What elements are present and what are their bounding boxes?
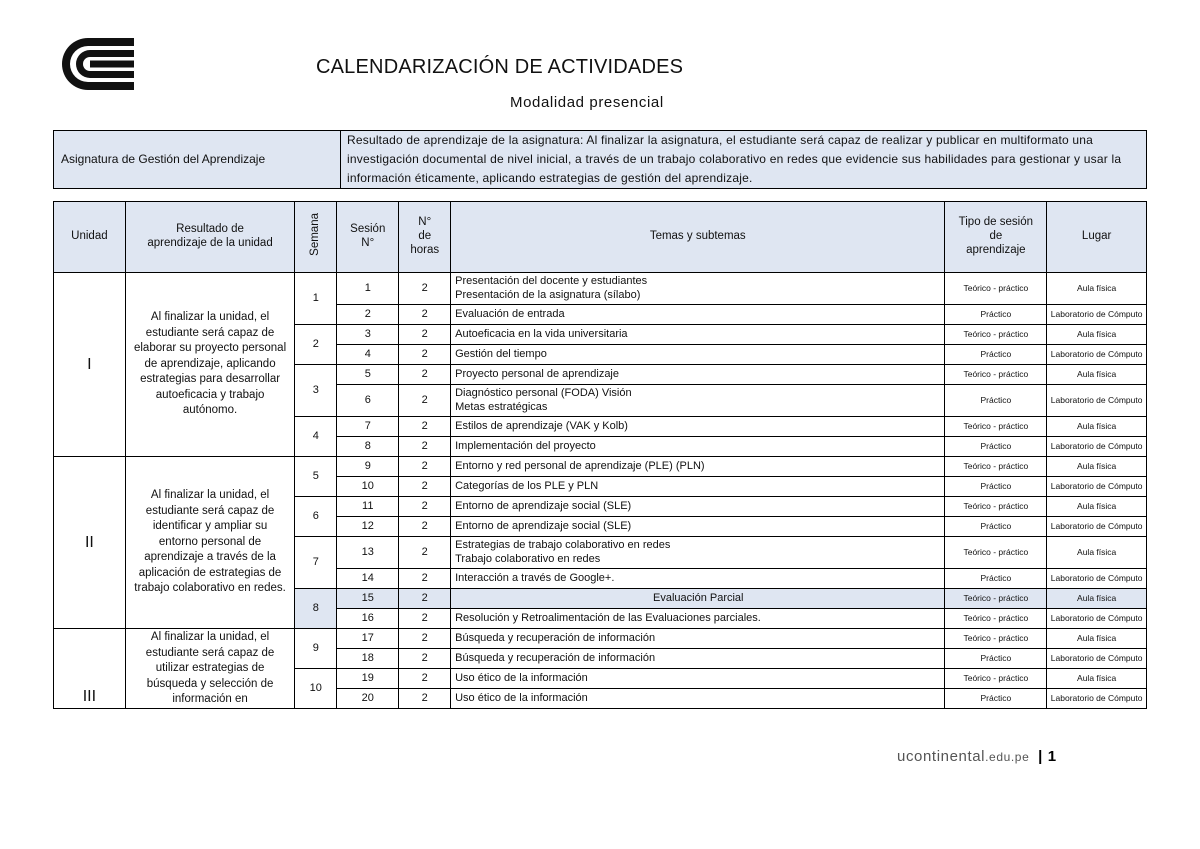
session-type: Teórico - práctico bbox=[945, 497, 1047, 517]
session-hours: 2 bbox=[399, 669, 451, 689]
course-learning-outcome: Resultado de aprendizaje de la asignatura: Al finalizar la asignatura, el estudiante será capaz de realizar y publicar en multiformato una investigación documental de nivel inicial, a través de un trabajo colaborativo en redes que evidencie sus habilidades para gestionar y usar la información éticamente, aplicando estrategias de gestión del aprendizaje. bbox=[341, 131, 1147, 189]
session-topic: Búsqueda y recuperación de información bbox=[451, 629, 945, 649]
week-number: 9 bbox=[295, 629, 337, 669]
session-place: Aula física bbox=[1047, 589, 1147, 609]
unit-label: II bbox=[54, 457, 126, 629]
session-number: 6 bbox=[337, 385, 399, 417]
session-type: Práctico bbox=[945, 345, 1047, 365]
session-type: Práctico bbox=[945, 385, 1047, 417]
session-place: Laboratorio de Cómputo bbox=[1047, 689, 1147, 709]
table-row bbox=[54, 629, 1147, 649]
session-place: Laboratorio de Cómputo bbox=[1047, 437, 1147, 457]
footer-site: ucontinental bbox=[897, 748, 986, 765]
session-hours: 2 bbox=[399, 437, 451, 457]
session-hours: 2 bbox=[399, 537, 451, 569]
session-place: Laboratorio de Cómputo bbox=[1047, 569, 1147, 589]
unit-outcome: Al finalizar la unidad, el estudiante será capaz de elaborar su proyecto personal de aprendizaje, aplicando estrategias para desarrollar autoeficacia y trabajo autónomo. bbox=[125, 273, 295, 457]
session-number: 10 bbox=[337, 477, 399, 497]
session-place: Aula física bbox=[1047, 497, 1147, 517]
session-type: Teórico - práctico bbox=[945, 325, 1047, 345]
week-number: 3 bbox=[295, 365, 337, 417]
session-hours: 2 bbox=[399, 325, 451, 345]
session-number: 3 bbox=[337, 325, 399, 345]
session-place: Aula física bbox=[1047, 365, 1147, 385]
col-header-lugar: Lugar bbox=[1047, 202, 1147, 273]
session-number: 8 bbox=[337, 437, 399, 457]
session-number: 15 bbox=[337, 589, 399, 609]
col-header-semana: Semana bbox=[295, 202, 337, 273]
unit-label: III bbox=[54, 629, 126, 709]
session-number: 4 bbox=[337, 345, 399, 365]
footer-separator: | bbox=[1038, 748, 1043, 765]
session-hours: 2 bbox=[399, 273, 451, 305]
session-type: Teórico - práctico bbox=[945, 609, 1047, 629]
page-subtitle: Modalidad presencial bbox=[510, 94, 664, 111]
session-hours: 2 bbox=[399, 609, 451, 629]
session-type: Práctico bbox=[945, 517, 1047, 537]
week-number: 5 bbox=[295, 457, 337, 497]
session-number: 11 bbox=[337, 497, 399, 517]
session-topic: Presentación del docente y estudiantes Presentación de la asignatura (sílabo) bbox=[451, 273, 945, 305]
session-topic: Entorno de aprendizaje social (SLE) bbox=[451, 497, 945, 517]
session-hours: 2 bbox=[399, 345, 451, 365]
session-topic: Gestión del tiempo bbox=[451, 345, 945, 365]
session-number: 2 bbox=[337, 305, 399, 325]
course-name: Asignatura de Gestión del Aprendizaje bbox=[54, 131, 341, 189]
session-hours: 2 bbox=[399, 305, 451, 325]
session-place: Laboratorio de Cómputo bbox=[1047, 609, 1147, 629]
session-topic: Evaluación Parcial bbox=[451, 589, 945, 609]
session-number: 1 bbox=[337, 273, 399, 305]
session-hours: 2 bbox=[399, 457, 451, 477]
session-place: Laboratorio de Cómputo bbox=[1047, 477, 1147, 497]
session-place: Aula física bbox=[1047, 417, 1147, 437]
week-number: 4 bbox=[295, 417, 337, 457]
session-place: Laboratorio de Cómputo bbox=[1047, 385, 1147, 417]
table-header-row bbox=[54, 202, 1147, 273]
session-topic: Estilos de aprendizaje (VAK y Kolb) bbox=[451, 417, 945, 437]
session-topic: Resolución y Retroalimentación de las Evaluaciones parciales. bbox=[451, 609, 945, 629]
session-hours: 2 bbox=[399, 385, 451, 417]
session-type: Práctico bbox=[945, 437, 1047, 457]
session-topic: Proyecto personal de aprendizaje bbox=[451, 365, 945, 385]
schedule-table bbox=[53, 201, 1147, 709]
session-type: Teórico - práctico bbox=[945, 537, 1047, 569]
session-number: 9 bbox=[337, 457, 399, 477]
session-type: Práctico bbox=[945, 477, 1047, 497]
session-number: 12 bbox=[337, 517, 399, 537]
session-topic: Uso ético de la información bbox=[451, 669, 945, 689]
week-number: 2 bbox=[295, 325, 337, 365]
session-number: 18 bbox=[337, 649, 399, 669]
session-hours: 2 bbox=[399, 517, 451, 537]
session-number: 13 bbox=[337, 537, 399, 569]
session-hours: 2 bbox=[399, 689, 451, 709]
course-header-table bbox=[53, 130, 1147, 189]
session-type: Teórico - práctico bbox=[945, 273, 1047, 305]
session-type: Práctico bbox=[945, 569, 1047, 589]
session-number: 14 bbox=[337, 569, 399, 589]
session-hours: 2 bbox=[399, 589, 451, 609]
session-topic: Implementación del proyecto bbox=[451, 437, 945, 457]
col-header-temas: Temas y subtemas bbox=[451, 202, 945, 273]
week-number: 6 bbox=[295, 497, 337, 537]
page-title: CALENDARIZACIÓN DE ACTIVIDADES bbox=[316, 56, 684, 78]
session-topic: Entorno de aprendizaje social (SLE) bbox=[451, 517, 945, 537]
session-topic: Autoeficacia en la vida universitaria bbox=[451, 325, 945, 345]
session-place: Laboratorio de Cómputo bbox=[1047, 305, 1147, 325]
session-topic: Interacción a través de Google+. bbox=[451, 569, 945, 589]
session-hours: 2 bbox=[399, 477, 451, 497]
week-number: 7 bbox=[295, 537, 337, 589]
session-hours: 2 bbox=[399, 649, 451, 669]
session-number: 17 bbox=[337, 629, 399, 649]
unit-outcome: Al finalizar la unidad, el estudiante será capaz de utilizar estrategias de búsqueda y selección de información en bbox=[125, 629, 295, 709]
session-topic: Entorno y red personal de aprendizaje (PLE) (PLN) bbox=[451, 457, 945, 477]
table-row bbox=[54, 273, 1147, 305]
col-header-horas: N° de horas bbox=[399, 202, 451, 273]
session-hours: 2 bbox=[399, 629, 451, 649]
university-logo bbox=[58, 36, 136, 92]
session-place: Aula física bbox=[1047, 325, 1147, 345]
session-number: 19 bbox=[337, 669, 399, 689]
session-type: Práctico bbox=[945, 689, 1047, 709]
session-place: Aula física bbox=[1047, 457, 1147, 477]
week-number: 1 bbox=[295, 273, 337, 325]
session-topic: Categorías de los PLE y PLN bbox=[451, 477, 945, 497]
week-number: 8 bbox=[295, 589, 337, 629]
page-number: 1 bbox=[1047, 748, 1057, 765]
session-type: Teórico - práctico bbox=[945, 457, 1047, 477]
session-topic: Diagnóstico personal (FODA) Visión Metas estratégicas bbox=[451, 385, 945, 417]
session-type: Teórico - práctico bbox=[945, 669, 1047, 689]
session-type: Teórico - práctico bbox=[945, 589, 1047, 609]
session-type: Teórico - práctico bbox=[945, 417, 1047, 437]
session-number: 5 bbox=[337, 365, 399, 385]
session-place: Laboratorio de Cómputo bbox=[1047, 345, 1147, 365]
session-hours: 2 bbox=[399, 569, 451, 589]
col-header-resultado: Resultado de aprendizaje de la unidad bbox=[125, 202, 295, 273]
session-place: Laboratorio de Cómputo bbox=[1047, 649, 1147, 669]
session-topic: Estrategias de trabajo colaborativo en redes Trabajo colaborativo en redes bbox=[451, 537, 945, 569]
session-topic: Evaluación de entrada bbox=[451, 305, 945, 325]
session-place: Laboratorio de Cómputo bbox=[1047, 517, 1147, 537]
table-row bbox=[54, 457, 1147, 477]
col-header-tipo: Tipo de sesión de aprendizaje bbox=[945, 202, 1047, 273]
session-type: Práctico bbox=[945, 305, 1047, 325]
session-number: 16 bbox=[337, 609, 399, 629]
session-hours: 2 bbox=[399, 365, 451, 385]
session-number: 20 bbox=[337, 689, 399, 709]
session-topic: Uso ético de la información bbox=[451, 689, 945, 709]
session-type: Teórico - práctico bbox=[945, 629, 1047, 649]
session-place: Aula física bbox=[1047, 629, 1147, 649]
unit-label: I bbox=[54, 273, 126, 457]
session-hours: 2 bbox=[399, 417, 451, 437]
week-number: 10 bbox=[295, 669, 337, 709]
session-type: Práctico bbox=[945, 649, 1047, 669]
session-hours: 2 bbox=[399, 497, 451, 517]
session-type: Teórico - práctico bbox=[945, 365, 1047, 385]
col-header-unidad: Unidad bbox=[54, 202, 126, 273]
session-number: 7 bbox=[337, 417, 399, 437]
unit-outcome: Al finalizar la unidad, el estudiante será capaz de identificar y ampliar su entorno personal de aprendizaje a través de la aplicación de estrategias de trabajo colaborativo en redes. bbox=[125, 457, 295, 629]
session-place: Aula física bbox=[1047, 669, 1147, 689]
page-footer bbox=[897, 748, 1057, 765]
session-place: Aula física bbox=[1047, 537, 1147, 569]
session-place: Aula física bbox=[1047, 273, 1147, 305]
col-header-sesion: Sesión N° bbox=[337, 202, 399, 273]
footer-domain: .edu.pe bbox=[985, 750, 1030, 764]
session-topic: Búsqueda y recuperación de información bbox=[451, 649, 945, 669]
